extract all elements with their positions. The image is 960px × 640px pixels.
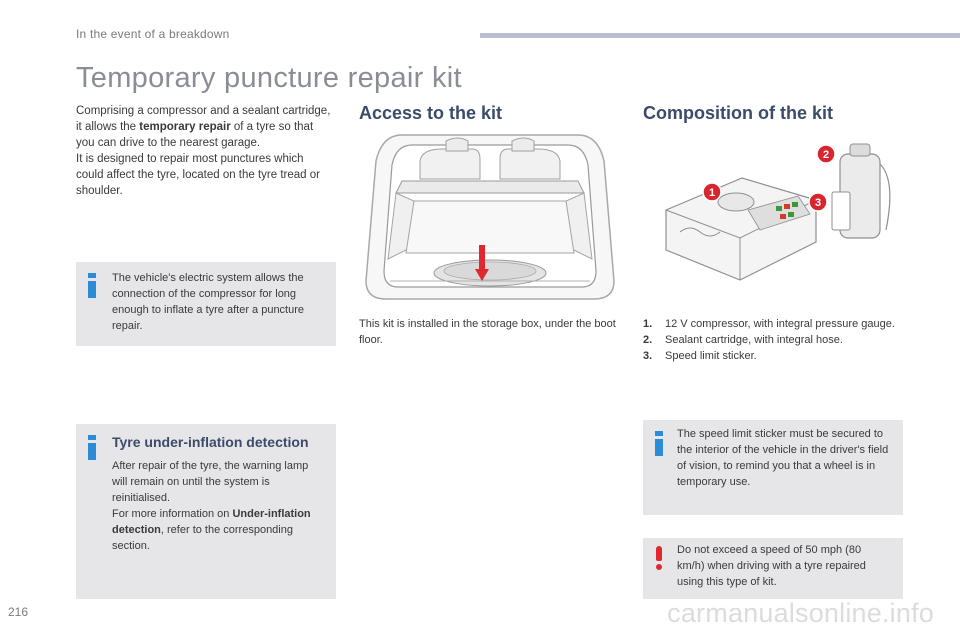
intro-text: Comprising a compressor and a sealant cartridge, it allows the xyxy=(76,105,331,133)
list-item-number: 3. xyxy=(643,350,653,362)
kit-image xyxy=(660,140,900,292)
page-title: Temporary puncture repair kit xyxy=(76,62,462,94)
note-tyre-detection xyxy=(76,424,336,599)
warning-speed-text: Do not exceed a speed of 50 mph (80 km/h) when driving with a tyre repaired using this type of kit. xyxy=(677,544,866,588)
note-tyre-text-b: , refer to the corresponding section. xyxy=(112,524,293,552)
list-item xyxy=(643,316,903,332)
callout-3: 3 xyxy=(814,197,822,209)
note-speed-sticker xyxy=(643,420,903,515)
note-sticker-text: The speed limit sticker must be secured to the interior of the vehicle in the driver's field of vision, to remind you that a wheel is in temporary use. xyxy=(677,428,889,488)
running-header: In the event of a breakdown xyxy=(76,27,230,41)
intro-line-1 xyxy=(76,103,334,151)
header-rule xyxy=(480,33,960,38)
list-item xyxy=(643,348,903,364)
note-tyre-heading: Tyre under-inflation detection xyxy=(112,434,309,450)
access-caption: This kit is installed in the storage box, under the boot floor. xyxy=(359,318,616,346)
note-electric-text: The vehicle's electric system allows the connection of the compressor for long enough to inflate a tyre after a puncture repair. xyxy=(112,272,305,332)
note-tyre-para-2 xyxy=(112,506,324,554)
note-tyre-bold: Under-inflation detection xyxy=(112,508,311,536)
intro-text: of a tyre so that you can drive to the nearest garage. xyxy=(76,121,314,149)
page-number: 216 xyxy=(8,605,29,619)
callout-1: 1 xyxy=(708,187,716,199)
list-item-text: 12 V compressor, with integral pressure gauge. xyxy=(665,318,895,330)
callout-2: 2 xyxy=(822,149,830,161)
list-item xyxy=(643,332,903,348)
boot-floor-image xyxy=(362,131,618,303)
intro-paragraph xyxy=(76,103,334,199)
note-electric-system xyxy=(76,262,336,346)
note-tyre-para-1: After repair of the tyre, the warning lamp will remain on until the system is reinitialised. xyxy=(112,460,309,504)
list-item-text: Sealant cartridge, with integral hose. xyxy=(665,334,843,346)
list-item-number: 1. xyxy=(643,318,653,330)
intro-bold-text: temporary repair xyxy=(139,121,231,133)
note-tyre-text xyxy=(112,458,324,554)
boot-illustration xyxy=(362,131,618,303)
composition-title: Composition of the kit xyxy=(643,103,833,123)
list-item-text: Speed limit sticker. xyxy=(665,350,757,362)
warning-speed xyxy=(643,538,903,599)
intro-line-2: It is designed to repair most punctures which could affect the tyre, located on the tyre tread or shoulder. xyxy=(76,153,320,197)
access-title: Access to the kit xyxy=(359,103,503,123)
kit-illustration xyxy=(660,140,900,292)
list-item-number: 2. xyxy=(643,334,653,346)
note-tyre-text-a: For more information on xyxy=(112,508,233,520)
composition-list xyxy=(643,316,903,364)
watermark: carmanualsonline.info xyxy=(667,598,934,628)
